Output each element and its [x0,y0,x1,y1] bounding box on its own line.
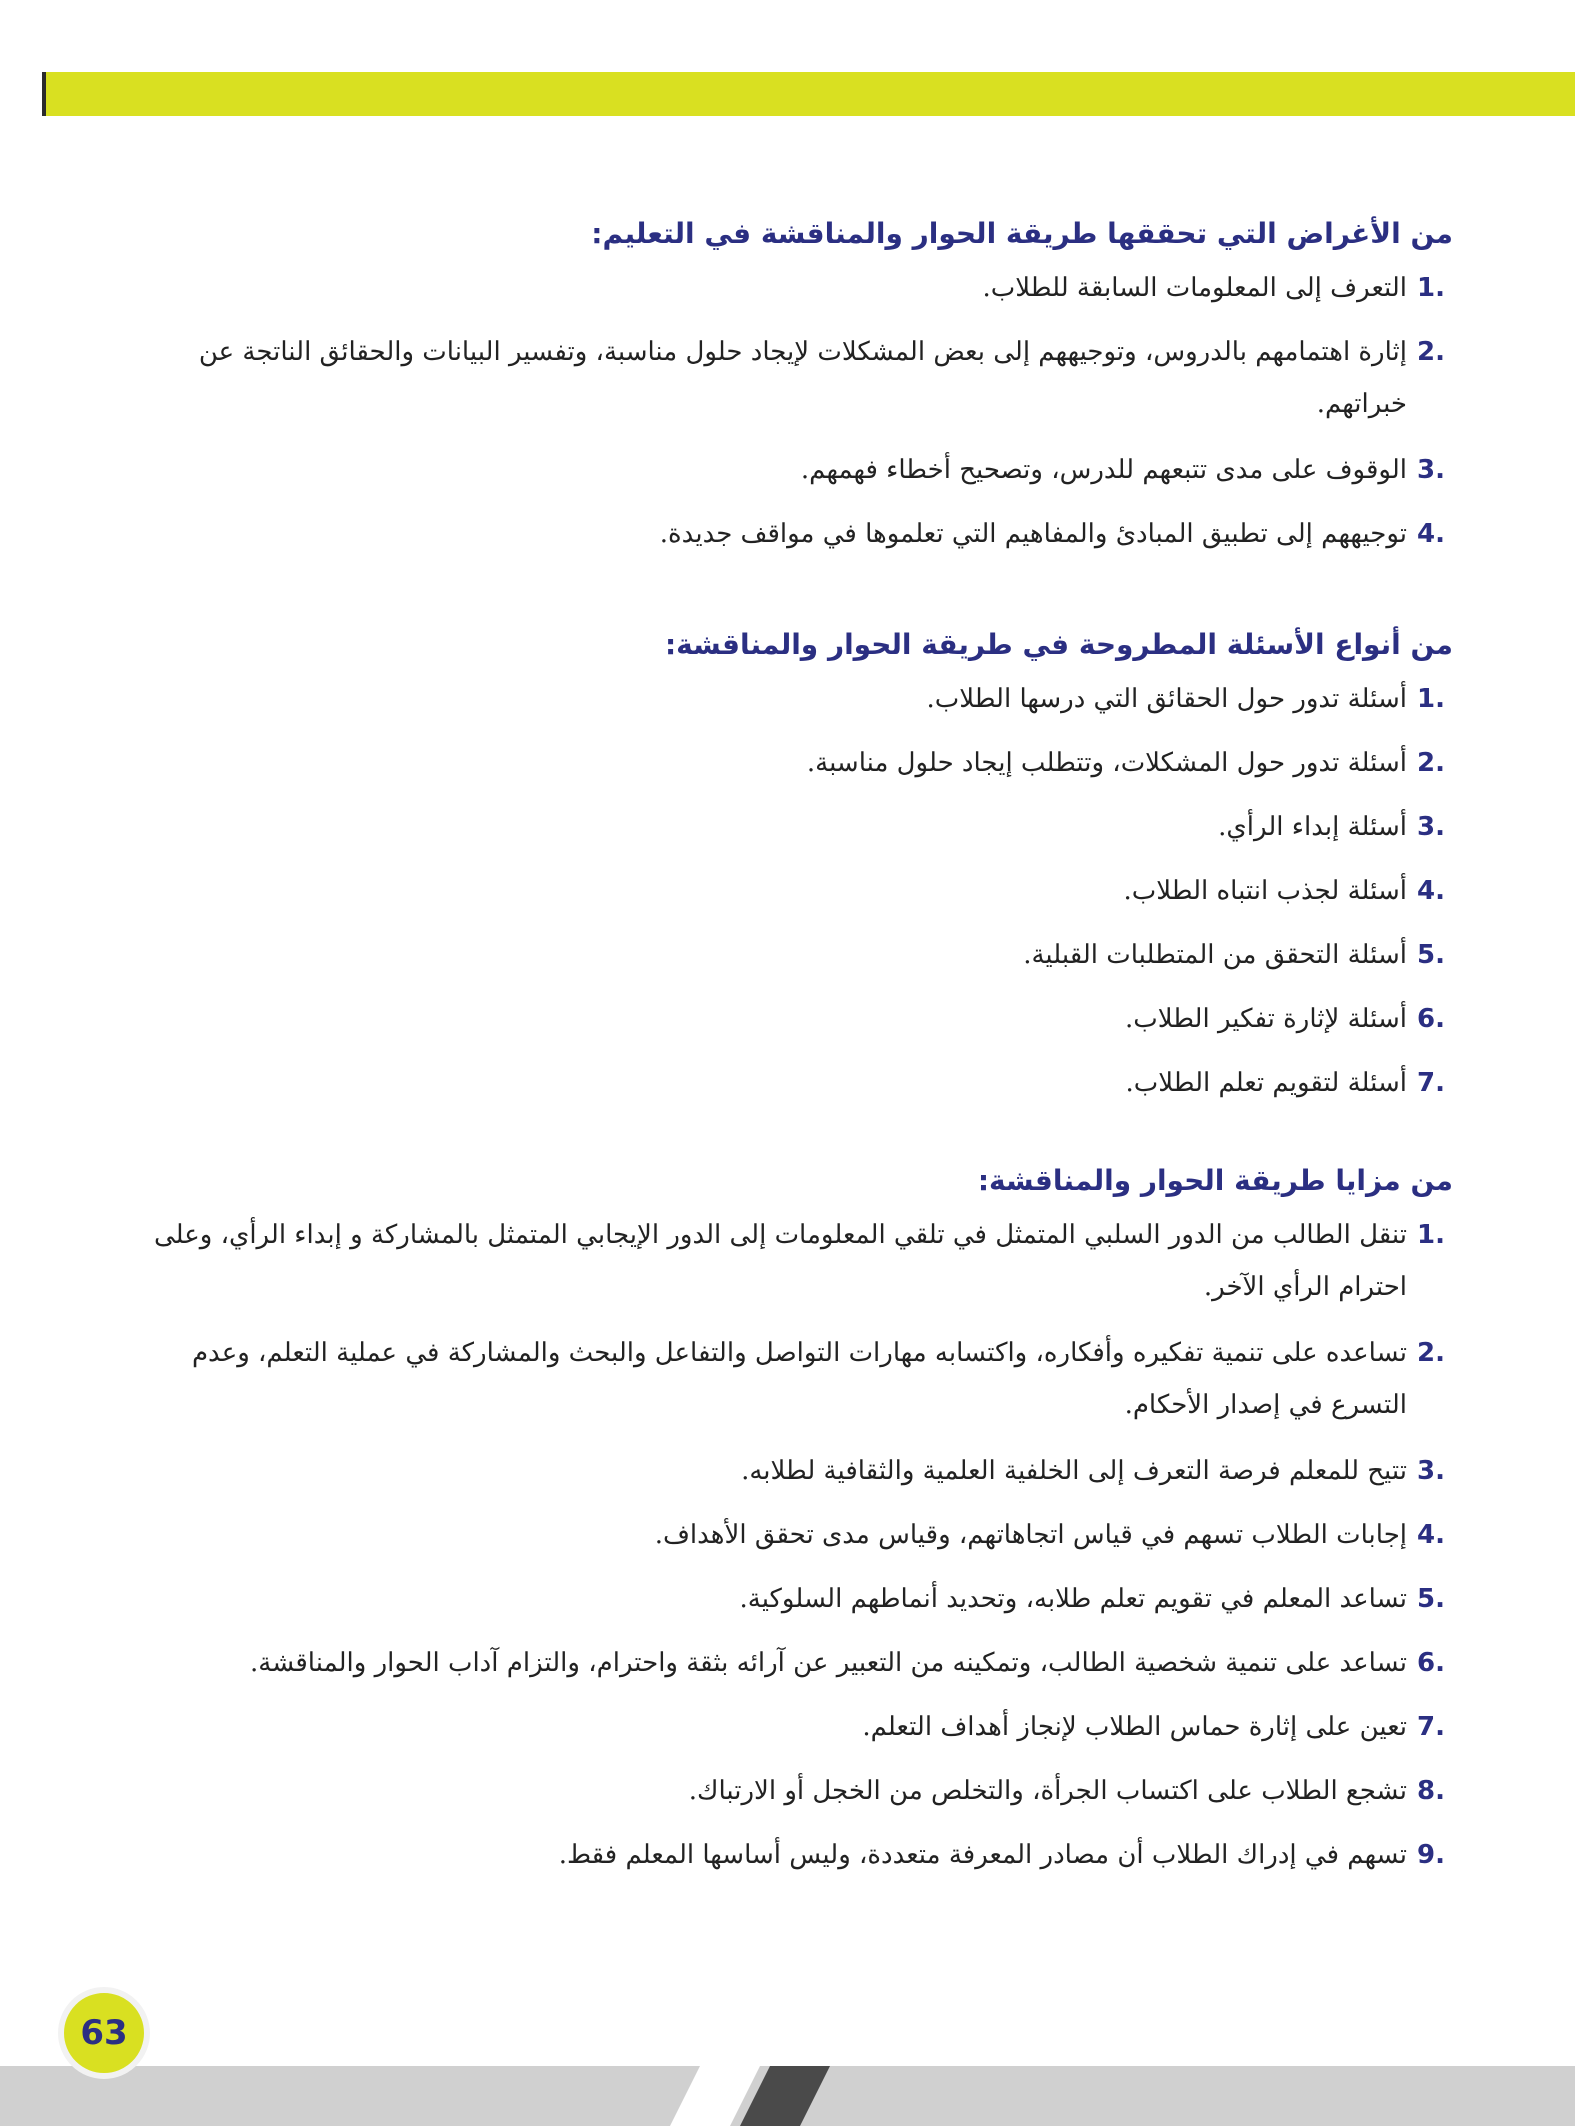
item-text: تشجع الطلاب على اكتساب الجرأة، والتخلص من الخجل أو الارتباك. [688,1776,1407,1806]
item-text: أسئلة إبداء الرأي. [1218,812,1407,842]
item-number: 1. [1417,684,1445,714]
item-number: 2. [1417,748,1445,778]
item-number: 7. [1417,1712,1445,1742]
item-text: تعين على إثارة حماس الطلاب لإنجاز أهداف التعلم. [862,1712,1407,1742]
objectives-list [113,262,1453,572]
item-number: 4. [1417,876,1445,906]
list-item [113,801,1453,865]
item-number: 2. [1417,337,1445,367]
list-item [113,1209,1453,1327]
item-text: تتيح للمعلم فرصة التعرف إلى الخلفية العلمية والثقافية لطلابه. [741,1456,1407,1486]
page-number: 63 [58,1987,150,2079]
item-text: تساعد على تنمية شخصية الطالب، وتمكينه من التعبير عن آرائه بثقة واحترام، والتزام آداب الحوار والمناقشة. [249,1648,1407,1678]
section-advantages [113,1153,1453,1893]
item-number: 4. [1417,1520,1445,1550]
item-number: 2. [1417,1338,1445,1368]
item-number: 3. [1417,455,1445,485]
list-item [113,1327,1453,1445]
section-question-types [113,617,1453,1121]
section-heading: من مزايا طريقة الحوار والمناقشة: [977,1164,1453,1197]
item-number: 3. [1417,1456,1445,1486]
section-heading: من أنواع الأسئلة المطروحة في طريقة الحوار والمناقشة: [664,628,1453,661]
footer-grey-right [730,2066,1575,2126]
list-item [113,673,1453,737]
list-item [113,865,1453,929]
list-item [113,326,1453,444]
section-heading: من الأغراض التي تحققها طريقة الحوار والمناقشة في التعليم: [591,217,1453,250]
item-number: 8. [1417,1776,1445,1806]
list-item [113,1573,1453,1637]
footer-band [0,2066,1575,2126]
section-objectives [113,206,1453,572]
item-text: تساعده على تنمية تفكيره وأفكاره، واكتسابه مهارات التواصل والتفاعل والبحث والمشاركة في عملية التعلم، وعدم التسرع في إصدار الأحكام. [191,1338,1407,1420]
item-text: تساعد المعلم في تقويم تعلم طلابه، وتحديد أنماطهم السلوكية. [739,1584,1407,1614]
item-text: أسئلة تدور حول الحقائق التي درسها الطلاب. [926,684,1407,714]
item-number: 9. [1417,1840,1445,1870]
item-text: أسئلة لجذب انتباه الطلاب. [1123,876,1407,906]
item-number: 3. [1417,812,1445,842]
list-item [113,262,1453,326]
item-text: التعرف إلى المعلومات السابقة للطلاب. [982,273,1407,303]
list-item [113,993,1453,1057]
list-item [113,1765,1453,1829]
item-number: 6. [1417,1648,1445,1678]
list-item [113,444,1453,508]
list-item [113,737,1453,801]
advantages-list [113,1209,1453,1893]
list-item [113,1701,1453,1765]
question-types-list [113,673,1453,1121]
list-item [113,1509,1453,1573]
item-text: تنقل الطالب من الدور السلبي المتمثل في تلقي المعلومات إلى الدور الإيجابي المتمثل بالمشاركة و إبداء الرأي، وعلى احترام الرأي الآخر. [153,1220,1407,1302]
item-text: تسهم في إدراك الطلاب أن مصادر المعرفة متعددة، وليس أساسها المعلم فقط. [558,1840,1407,1870]
list-item [113,1445,1453,1509]
item-number: 6. [1417,1004,1445,1034]
list-item [113,508,1453,572]
item-text: أسئلة تدور حول المشكلات، وتتطلب إيجاد حلول مناسبة. [806,748,1407,778]
list-item [113,1637,1453,1701]
item-number: 5. [1417,1584,1445,1614]
item-text: إجابات الطلاب تسهم في قياس اتجاهاتهم، وقياس مدى تحقق الأهداف. [654,1520,1407,1550]
item-text: أسئلة التحقق من المتطلبات القبلية. [1023,940,1407,970]
item-number: 7. [1417,1068,1445,1098]
item-text: إثارة اهتمامهم بالدروس، وتوجيههم إلى بعض المشكلات لإيجاد حلول مناسبة، وتفسير البيانات والحقائق الناتجة عن خبراتهم. [198,337,1407,419]
list-item [113,1057,1453,1121]
list-item [113,929,1453,993]
item-text: أسئلة لإثارة تفكير الطلاب. [1124,1004,1407,1034]
item-text: الوقوف على مدى تتبعهم للدرس، وتصحيح أخطاء فهمهم. [800,455,1407,485]
list-item [113,1829,1453,1893]
item-number: 4. [1417,519,1445,549]
item-number: 5. [1417,940,1445,970]
item-number: 1. [1417,1220,1445,1250]
item-number: 1. [1417,273,1445,303]
item-text: أسئلة لتقويم تعلم الطلاب. [1125,1068,1407,1098]
item-text: توجيههم إلى تطبيق المبادئ والمفاهيم التي تعلموها في مواقف جديدة. [659,519,1407,549]
